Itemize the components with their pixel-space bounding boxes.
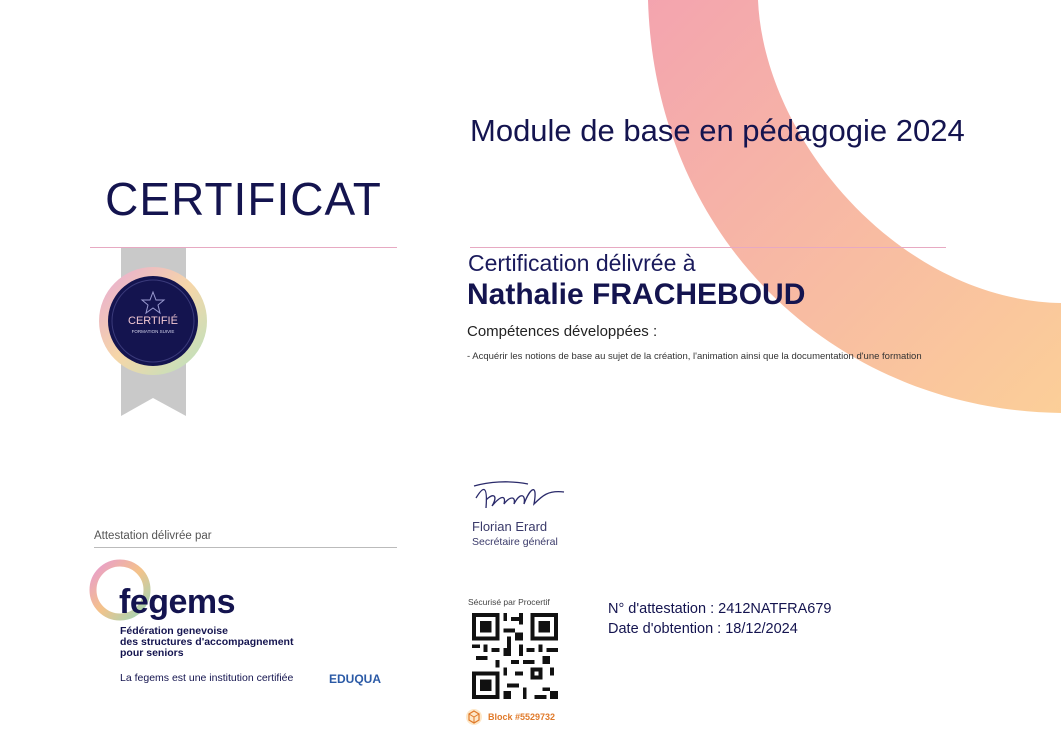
- certified-badge: [98, 248, 210, 418]
- right-divider: [470, 247, 946, 248]
- signer-name: Florian Erard: [472, 519, 548, 534]
- course-title: Module de base en pédagogie 2024: [470, 113, 965, 148]
- attestation-date: Date d'obtention : 18/12/2024: [608, 621, 798, 637]
- recipient-name: Nathalie FRACHEBOUD: [467, 278, 806, 311]
- signer-role: Secrétaire général: [472, 536, 558, 548]
- issued-to-label: Certification délivrée à: [468, 250, 696, 276]
- fegems-certified-text: La fegems est une institution certifiée: [120, 672, 294, 684]
- blockchain-block-label[interactable]: Block #5529732: [488, 712, 556, 722]
- fegems-logo-text: fegems: [119, 583, 236, 621]
- attestation-number: N° d'attestation : 2412NATFRA679: [608, 601, 832, 617]
- fegems-subtitle: Fédération genevoise des structures d'accompagnement pour seniors: [120, 625, 294, 659]
- qr-code[interactable]: [471, 613, 559, 699]
- attestation-issuer-label: Attestation délivrée par: [94, 530, 212, 542]
- certificate-heading: CERTIFICAT: [105, 173, 382, 225]
- signature-image: [468, 478, 568, 516]
- skills-title: Compétences développées :: [467, 323, 658, 340]
- blockchain-cube-icon: [465, 708, 483, 726]
- badge-title: CERTIFIÉ: [128, 315, 178, 327]
- skill-item: - Acquérir les notions de base au sujet de la création, l'animation ainsi que la documentation d'une formation: [467, 351, 922, 362]
- secured-by-label[interactable]: Sécurisé par Procertif: [468, 597, 550, 607]
- issuer-divider: [94, 547, 397, 548]
- eduqua-logo: EDUQUA: [329, 672, 382, 686]
- badge-subtitle: FORMATION SUIVIE: [131, 329, 175, 334]
